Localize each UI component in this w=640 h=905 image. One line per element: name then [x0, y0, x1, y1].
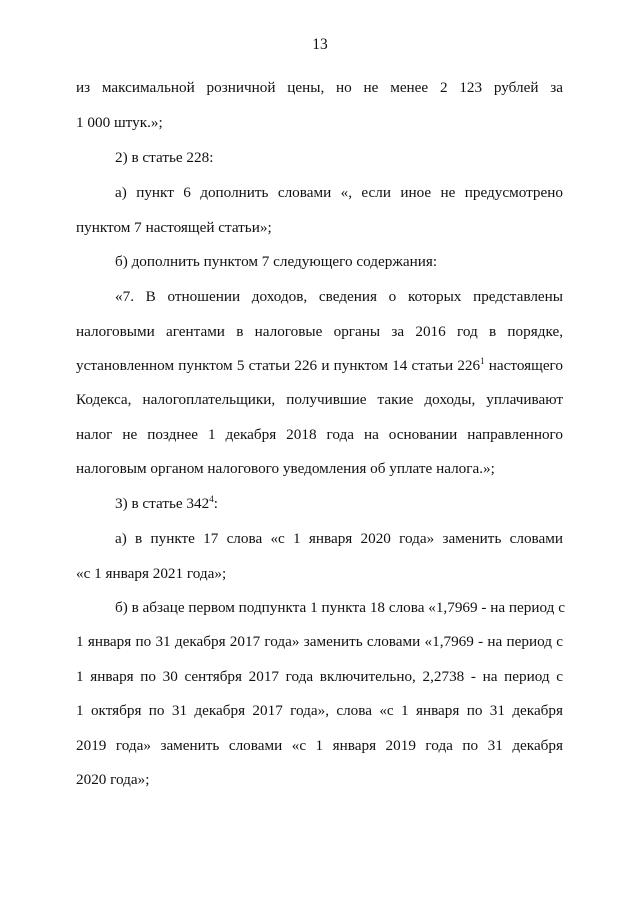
superscript: 4	[209, 494, 214, 504]
text-run: установленном пунктом 5 статьи 226 и пунктом 14 статьи 226	[76, 357, 481, 374]
text-line: «с 1 января 2021 года»;	[76, 565, 227, 582]
text-line: 1 000 штук.»;	[76, 114, 163, 131]
text-line: налоговым органом налогового уведомления об уплате налога.»;	[76, 460, 495, 477]
text-line: б) дополнить пунктом 7 следующего содержания:	[115, 253, 438, 270]
page-number: 13	[312, 36, 328, 53]
text-line: «7. В отношении доходов, сведения о которых представлены	[115, 288, 563, 305]
text-line: из максимальной розничной цены, но не менее 2 123 рублей за	[76, 79, 563, 96]
text-line: Кодекса, налогоплательщики, получившие такие доходы, уплачивают	[76, 391, 563, 408]
text-line: 1 января по 30 сентября 2017 года включительно, 2,2738 - на период с	[76, 668, 563, 685]
text-line: а) в пункте 17 слова «с 1 января 2020 года» заменить словами	[115, 530, 563, 547]
text-line: 1 января по 31 декабря 2017 года» заменить словами «1,7969 - на период с	[76, 633, 563, 650]
text-line: 2019 года» заменить словами «с 1 января 2019 года по 31 декабря	[76, 737, 563, 754]
text-line: налог не позднее 1 декабря 2018 года на основании направленного	[76, 426, 563, 443]
text-line: налоговыми агентами в налоговые органы за 2016 год в порядке,	[76, 323, 563, 340]
text-line: пунктом 7 настоящей статьи»;	[76, 219, 272, 236]
list-item-heading	[115, 494, 563, 514]
text-run: настоящего	[484, 357, 564, 374]
text-run: 3) в статье 342	[115, 495, 210, 512]
text-line: 2020 года»;	[76, 771, 150, 788]
text-run: :	[213, 495, 218, 512]
list-item-heading: 2) в статье 228:	[115, 149, 214, 166]
superscript: 1	[480, 356, 485, 366]
text-line: 1 октября по 31 декабря 2017 года», слова «с 1 января по 31 декабря	[76, 702, 563, 719]
text-line	[76, 356, 563, 376]
text-line: б) в абзаце первом подпункта 1 пункта 18 слова «1,7969 - на период с	[115, 599, 565, 616]
text-line: а) пункт 6 дополнить словами «, если иное не предусмотрено	[115, 184, 563, 201]
